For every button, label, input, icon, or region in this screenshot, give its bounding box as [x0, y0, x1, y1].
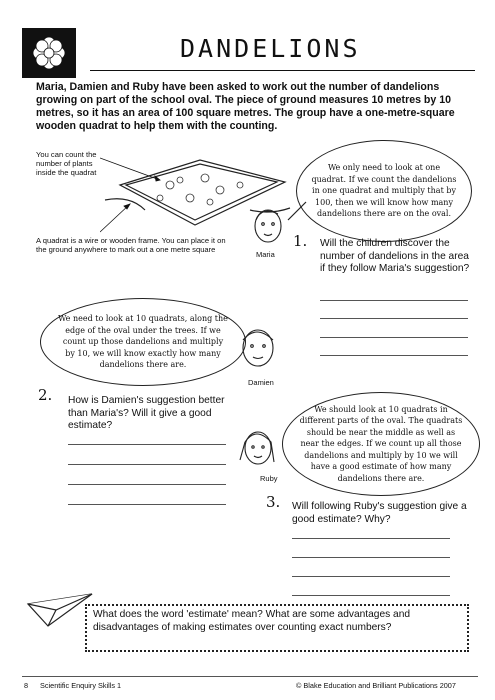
question-1-number: 1.: [293, 232, 308, 250]
book-title: Scientific Enquiry Skills 1: [40, 681, 122, 690]
answer-line[interactable]: [320, 300, 468, 301]
question-2-number: 2.: [38, 386, 53, 404]
answer-line[interactable]: [68, 484, 226, 485]
maria-name: Maria: [256, 250, 275, 259]
ruby-speech: We should look at 10 quadrats in different parts of the oval. The quadrats should be near the middle as well as near the edges. If we count up all those dandelions and multiply by 10 we will have a good estimate of how many dandelions there are.: [299, 404, 463, 483]
page-title: DANDELIONS: [180, 34, 361, 63]
answer-line[interactable]: [68, 504, 226, 505]
ruby-speech-bubble: [282, 392, 480, 496]
damien-name: Damien: [248, 378, 274, 387]
question-1-text: Will the children discover the number of dandelions in the area if they follow Maria's suggestion?: [320, 238, 470, 274]
answer-line[interactable]: [320, 318, 468, 319]
answer-line[interactable]: [320, 337, 468, 338]
question-3-text: Will following Ruby's suggestion give a good estimate? Why?: [292, 501, 467, 525]
answer-line[interactable]: [292, 538, 450, 539]
logo-box: [22, 28, 76, 78]
question-2-text: How is Damien's suggestion better than Maria's? Will it give a good estimate?: [68, 395, 225, 431]
copyright: © Blake Education and Brilliant Publications 2007: [296, 681, 456, 690]
final-question-text: What does the word 'estimate' mean? What are some advantages and disadvantages of making estimates over counting exact numbers?: [93, 609, 411, 633]
answer-line[interactable]: [320, 355, 468, 356]
answer-line[interactable]: [68, 444, 226, 445]
title-underline: [90, 70, 475, 71]
ruby-portrait: [234, 420, 286, 480]
note-count: You can count the number of plants inside the quadrat: [36, 150, 97, 177]
flower-icon: [22, 28, 76, 78]
note-quadrat: A quadrat is a wire or wooden frame. You can place it on the ground anywhere to mark out a one metre square: [36, 236, 226, 254]
answer-line[interactable]: [68, 464, 226, 465]
answer-line[interactable]: [292, 557, 450, 558]
footer-rule: [22, 676, 478, 677]
answer-line[interactable]: [292, 576, 450, 577]
maria-speech: We only need to look at one quadrat. If we count the dandelions in one quadrat and multiply that by 100, then we will know how many dandelions there are on the oval.: [311, 163, 457, 219]
maria-speech-bubble: [296, 140, 472, 242]
question-3-number: 3.: [266, 493, 281, 511]
page-number: 8: [24, 681, 29, 690]
damien-portrait: [226, 318, 286, 378]
damien-speech: We need to look at 10 quadrats, along the edge of the oval under the trees. If we count up those dandelions and multiply by 10, we will know exactly how many dandelions there are.: [58, 314, 228, 370]
ruby-name: Ruby: [260, 474, 278, 483]
intro-paragraph: Maria, Damien and Ruby have been asked to work out the number of dandelions growing on part of the school oval. The piece of ground measures 10 metres by 10 metres, so it has an area of 100 square metres. The group have a one-metre-square wooden quadrat to help them with the counting.: [36, 81, 455, 132]
answer-line[interactable]: [292, 595, 450, 596]
paper-plane-icon: [26, 592, 96, 628]
damien-speech-bubble: [40, 298, 246, 386]
